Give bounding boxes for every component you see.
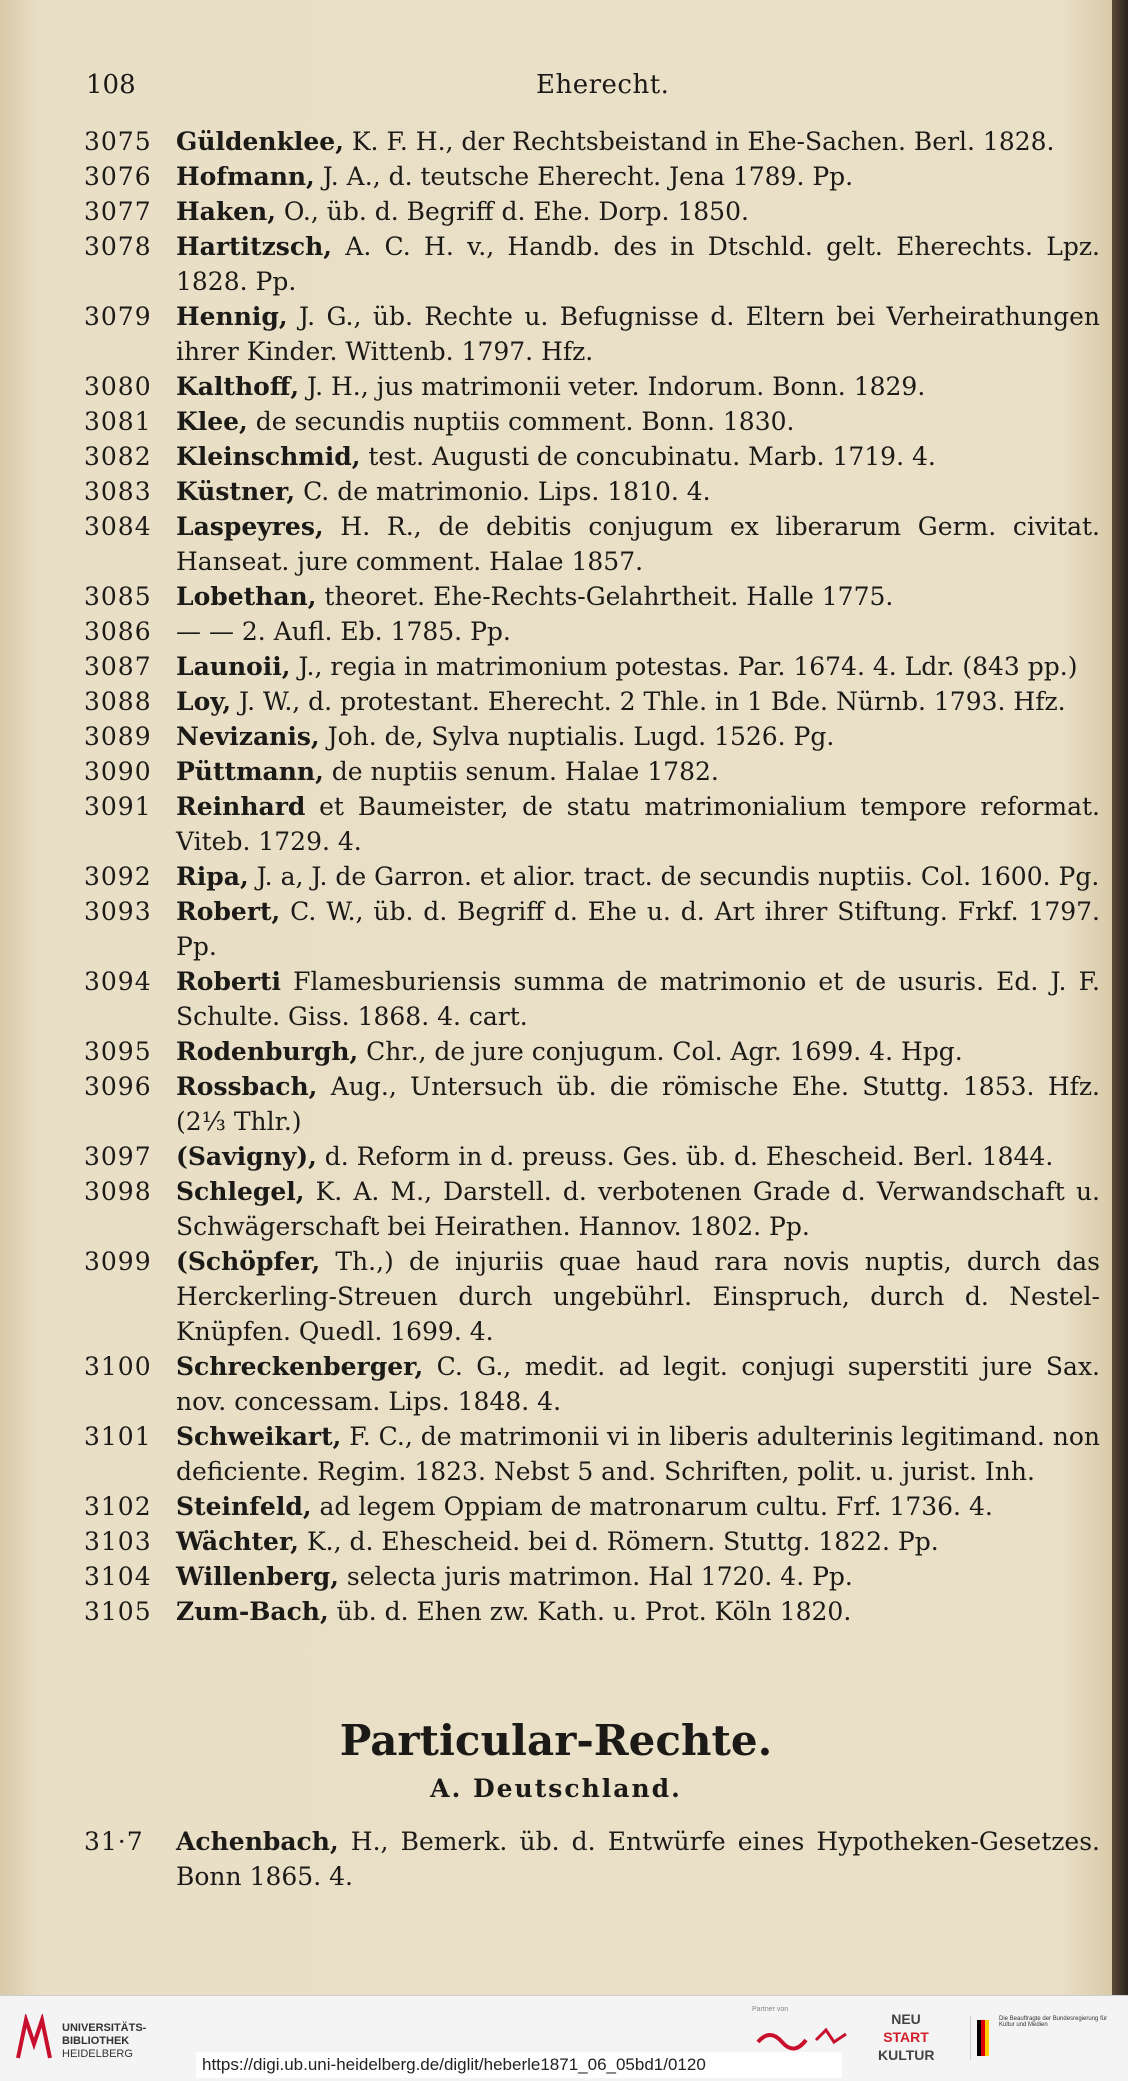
catalog-entry [84,159,1100,194]
entry-text: J. H., jus matrimonii veter. Indorum. Bonn. 1829. [299,372,926,401]
entry-author: Hennig, [176,302,288,331]
entry-author: Güldenklee, [176,127,344,156]
entry-text: F. C., de matrimonii vi in liberis adulterinis legitimand. non deficiente. Regim. 1823. Nebst 5 and. Schriften, polit. u. jurist. Inh. [176,1422,1100,1486]
entry-number: 3100 [84,1352,152,1381]
entry-number: 3086 [84,617,152,646]
page-url[interactable]: https://digi.ub.uni-heidelberg.de/diglit/heberle1871_06_05bd1/0120 [196,2052,842,2078]
catalog-entry [84,509,1100,579]
entry-author: Lobethan, [176,582,317,611]
catalog-entry [84,579,1100,614]
library-name[interactable] [62,2022,146,2061]
entry-number: 3088 [84,687,152,716]
entry-text: J. W., d. protestant. Eherecht. 2 Thle. in 1 Bde. Nürnb. 1793. Hfz. [231,687,1066,716]
entry-text: C. W., üb. d. Begriff d. Ehe u. d. Art ihrer Stiftung. Frkf. 1797. Pp. [176,897,1100,961]
catalog-entry [84,684,1100,719]
entry-author: Püttmann, [176,757,324,786]
catalog-entry [84,124,1100,159]
entry-number: 3077 [84,197,152,226]
partner-label: Partner von [752,2006,789,2013]
entry-text: et Baumeister, de statu matrimonialium tempore reformat. Viteb. 1729. 4. [176,792,1100,856]
entry-author: Loy, [176,687,232,716]
entry-author: Laspeyres, [176,512,324,541]
entry-number: 3092 [84,862,152,891]
entry-author: Rossbach, [176,1072,318,1101]
catalog-entry [84,404,1100,439]
entry-number: 3096 [84,1072,152,1101]
entry-text: J. a, J. de Garron. et alior. tract. de secundis nuptiis. Col. 1600. Pg. [248,862,1100,891]
entry-author: Hofmann, [176,162,315,191]
entry-author: Haken, [176,197,276,226]
entry-author: Ripa, [176,862,249,891]
entry-text: d. Reform in d. preuss. Ges. üb. d. Ehescheid. Berl. 1844. [316,1142,1054,1171]
entry-text: A. C. H. v., Handb. des in Dtschld. gelt. Eherechts. Lpz. 1828. Pp. [176,232,1100,296]
entry-text: J. G., üb. Rechte u. Befugnisse d. Eltern bei Verheirathungen ihrer Kinder. Wittenb. 1797. Hfz. [176,302,1100,366]
catalog-entries [84,124,1100,1629]
catalog-entry [84,964,1100,1034]
entry-text: Chr., de jure conjugum. Col. Agr. 1699. 4. Hpg. [358,1037,963,1066]
catalog-entry [84,1244,1100,1349]
catalog-entry [84,1594,1100,1629]
entry-author: Roberti [176,967,282,996]
catalog-entry [84,1824,1100,1894]
entry-author: Schreckenberger, [176,1352,424,1381]
entry-number: 3093 [84,897,152,926]
catalog-entry [84,1489,1100,1524]
bkm-logo[interactable] [970,2016,1110,2060]
catalog-entry [84,1069,1100,1139]
entry-number: 3076 [84,162,152,191]
entry-number: 3104 [84,1562,152,1591]
page-number: 108 [86,70,136,100]
entry-number: 3101 [84,1422,152,1451]
entry-text: theoret. Ehe-Rechts-Gelahrtheit. Halle 1775. [316,582,894,611]
catalog-entry [84,1419,1100,1489]
entry-number: 3085 [84,582,152,611]
neustart-kultur-logo[interactable] [878,2010,934,2068]
catalog-entries-section [84,1824,1100,1894]
entry-text: C. G., medit. ad legit. conjugi superstiti jure Sax. nov. concessam. Lips. 1848. 4. [176,1352,1100,1416]
library-line-2: BIBLIOTHEK [62,2035,130,2047]
entry-number: 3102 [84,1492,152,1521]
entry-author: Kalthoff, [176,372,300,401]
neustart-start: START [883,2029,929,2045]
running-title: Eherecht. [536,70,670,100]
entry-number: 3105 [84,1597,152,1626]
page-header [86,64,1096,104]
entry-text: de nuptiis senum. Halae 1782. [323,757,719,786]
entry-number: 3087 [84,652,152,681]
entry-text: O., üb. d. Begriff d. Ehe. Dorp. 1850. [275,197,749,226]
entry-text: J. A., d. teutsche Eherecht. Jena 1789. Pp. [314,162,854,191]
entry-author: Willenberg, [176,1562,339,1591]
catalog-entry [84,474,1100,509]
entry-number: 3098 [84,1177,152,1206]
catalog-entry [84,894,1100,964]
entry-number: 3089 [84,722,152,751]
catalog-entry [84,1524,1100,1559]
entry-text: Flamesburiensis summa de matrimonio et de usuris. Ed. J. F. Schulte. Giss. 1868. 4. cart. [176,967,1100,1031]
entry-text: selecta juris matrimon. Hal 1720. 4. Pp. [338,1562,853,1591]
entry-text: H. R., de debitis conjugum ex liberarum Germ. civitat. Hanseat. jure comment. Halae 1857. [176,512,1100,576]
entry-number: 3082 [84,442,152,471]
section-title: Particular-Rechte. [339,1716,773,1765]
entry-number: 3081 [84,407,152,436]
entry-author: Schweikart, [176,1422,342,1451]
entry-author: Reinhard [176,792,306,821]
entry-text: Joh. de, Sylva nuptialis. Lugd. 1526. Pg. [319,722,835,751]
catalog-entry [84,1174,1100,1244]
entry-author: Schlegel, [176,1177,305,1206]
entry-number: 3091 [84,792,152,821]
entry-number: 3099 [84,1247,152,1276]
entry-number: 3079 [84,302,152,331]
catalog-entry [84,1349,1100,1419]
entry-number: 3094 [84,967,152,996]
entry-author: Hartitzsch, [176,232,332,261]
catalog-entry [84,1139,1100,1174]
entry-author: (Savigny), [176,1142,317,1171]
entry-text: Th.,) de injuriis quae haud rara novis nuptis, durch das Herckerling-Streuen durch ungebührl. Einspruch, durch d. Nestel-Knüpfen. Quedl. 1699. 4. [176,1247,1100,1346]
catalog-entry [84,194,1100,229]
entry-text: test. Augusti de concubinatu. Marb. 1719. 4. [360,442,936,471]
entry-author: Rodenburgh, [176,1037,359,1066]
catalog-entry [84,649,1100,684]
library-line-1: UNIVERSITÄTS- [62,2022,147,2034]
entry-author: Launoii, [176,652,291,681]
catalog-entry [84,859,1100,894]
catalog-entry [84,299,1100,369]
catalog-entry [84,1034,1100,1069]
entry-text: C. de matrimonio. Lips. 1810. 4. [295,477,711,506]
entry-text: üb. d. Ehen zw. Kath. u. Prot. Köln 1820. [328,1597,852,1626]
entry-author: Kleinschmid, [176,442,361,471]
section-subtitle: A. Deutschland. [430,1774,682,1803]
entry-text: Aug., Untersuch üb. die römische Ehe. Stuttg. 1853. Hfz. (2⅓ Thlr.) [176,1072,1100,1136]
entry-author: Nevizanis, [176,722,320,751]
neustart-neu: NEU [891,2011,921,2027]
entry-number: 3090 [84,757,152,786]
entry-author: Achenbach, [176,1827,339,1856]
entry-number: 3097 [84,1142,152,1171]
viewer-footer [0,1995,1128,2081]
catalog-entry [84,614,1100,649]
entry-text: K., d. Ehescheid. bei d. Römern. Stuttg. 1822. Pp. [299,1527,939,1556]
entry-number: 3084 [84,512,152,541]
entry-text: J., regia in matrimonium potestas. Par. 1674. 4. Ldr. (843 pp.) [290,652,1078,681]
entry-number: 3083 [84,477,152,506]
entry-number: 3075 [84,127,152,156]
german-flag-icon [977,2020,989,2056]
catalog-entry [84,369,1100,404]
entry-author: (Schöpfer, [176,1247,321,1276]
entry-text: H., Bemerk. üb. d. Entwürfe eines Hypotheken-Gesetzes. Bonn 1865. 4. [176,1827,1100,1891]
entry-number: 3078 [84,232,152,261]
neustart-kultur: KULTUR [878,2047,935,2063]
entry-text: K. F. H., der Rechtsbeistand in Ehe-Sachen. Berl. 1828. [343,127,1055,156]
entry-number: 3095 [84,1037,152,1066]
catalog-entry [84,719,1100,754]
entry-author: Steinfeld, [176,1492,312,1521]
entry-author: Klee, [176,407,248,436]
entry-author: Robert, [176,897,281,926]
catalog-entry [84,1559,1100,1594]
entry-text: — — 2. Aufl. Eb. 1785. Pp. [176,617,511,646]
entry-number: 3103 [84,1527,152,1556]
entry-number: 3080 [84,372,152,401]
book-edge [1112,0,1128,1995]
entry-author: Zum-Bach, [176,1597,329,1626]
catalog-entry [84,754,1100,789]
catalog-entry [84,439,1100,474]
entry-number: 31·7 [84,1827,144,1856]
university-library-logo[interactable] [14,2014,54,2062]
library-line-3: HEIDELBERG [62,2048,133,2060]
catalog-entry [84,229,1100,299]
entry-text: ad legem Oppiam de matronarum cultu. Frf. 1736. 4. [311,1492,993,1521]
bkm-text: Die Beauftragte der Bundesregierung für Kultur und Medien [999,2016,1108,2028]
entry-author: Küstner, [176,477,296,506]
catalog-entry [84,789,1100,859]
entry-text: de secundis nuptiis comment. Bonn. 1830. [247,407,795,436]
entry-author: Wächter, [176,1527,300,1556]
entry-text: K. A. M., Darstell. d. verbotenen Grade d. Verwandschaft u. Schwägerschaft bei Heirathen. Hannov. 1802. Pp. [176,1177,1100,1241]
